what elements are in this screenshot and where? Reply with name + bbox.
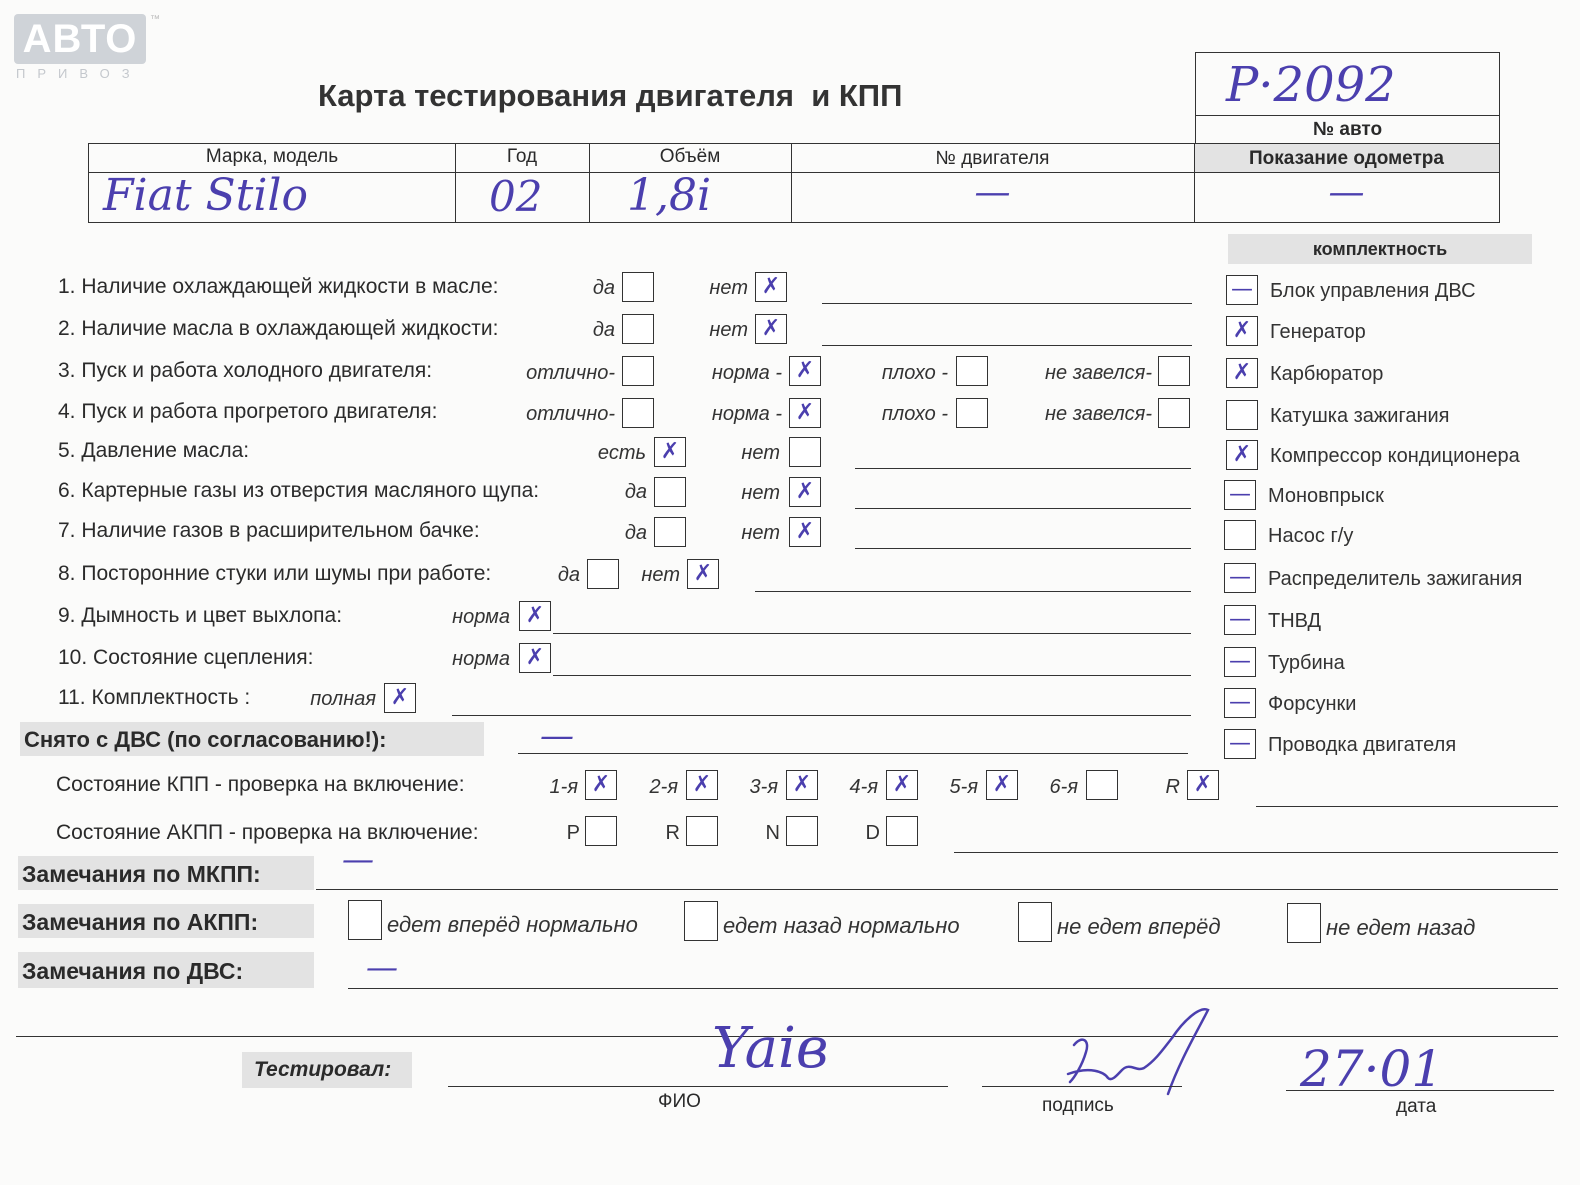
logo bbox=[14, 14, 160, 84]
completeness-label-engine-wiring: Проводка двигателя bbox=[1268, 734, 1457, 756]
kpp-gear-1-label: 1-я bbox=[549, 776, 578, 798]
completeness-checkbox-ac-compressor[interactable] bbox=[1226, 440, 1258, 470]
q2-da-label: да bbox=[592, 319, 615, 341]
kpp-gear-1-checkbox[interactable] bbox=[585, 770, 617, 800]
page-title: Карта тестирования двигателя и КПП bbox=[318, 78, 903, 113]
kpp-gear-4-checkbox[interactable] bbox=[886, 770, 918, 800]
kpp-gear-2-label: 2-я bbox=[649, 776, 678, 798]
akpp-mode-d-label: D bbox=[865, 822, 880, 844]
akpp-no-forward-checkbox[interactable] bbox=[1018, 902, 1052, 942]
question-10: 10. Состояние сцепления: bbox=[58, 646, 314, 669]
akpp-mode-p-checkbox[interactable] bbox=[585, 816, 617, 846]
kpp-gear-r-label: R bbox=[1165, 776, 1180, 798]
q4-norma-checkbox[interactable] bbox=[789, 398, 821, 428]
check-mark: ✗ bbox=[795, 400, 815, 425]
question-9: 9. Дымность и цвет выхлопа: bbox=[58, 604, 343, 627]
col-volume-label: Объём bbox=[659, 146, 721, 167]
question-7: 7. Наличие газов в расширительном бачке: bbox=[58, 519, 480, 542]
signature-caption: подпись bbox=[1042, 1095, 1114, 1116]
completeness-label-carburetor: Карбюратор bbox=[1270, 363, 1384, 385]
completeness-label-distributor: Распределитель зажигания bbox=[1268, 568, 1523, 590]
question-8: 8. Посторонние стуки или шумы при работе: bbox=[58, 562, 492, 585]
q5-est-checkbox[interactable] bbox=[654, 437, 686, 467]
kpp-label: Состояние КПП - проверка на включение: bbox=[56, 773, 465, 796]
removed-label: Снято с ДВС (по согласованию!): bbox=[24, 727, 387, 752]
remarks-akpp-label: Замечания по АКПП: bbox=[22, 909, 259, 935]
check-mark: ✗ bbox=[792, 772, 812, 797]
kpp-gear-2-checkbox[interactable] bbox=[686, 770, 718, 800]
q4-ne-zavelsya-checkbox[interactable] bbox=[1158, 398, 1190, 428]
completeness-checkbox-engine-wiring[interactable] bbox=[1224, 729, 1256, 759]
date-caption: дата bbox=[1396, 1096, 1437, 1117]
remarks-mkpp-label: Замечания по МКПП: bbox=[22, 861, 261, 887]
check-mark: ✗ bbox=[992, 772, 1012, 797]
q4-ne-zavelsya-label: не завелся- bbox=[1045, 403, 1152, 425]
signature-drawing bbox=[1060, 1000, 1210, 1100]
odometer-value: — bbox=[1328, 172, 1365, 213]
completeness-label-injectors: Форсунки bbox=[1268, 693, 1357, 715]
check-mark: — bbox=[1229, 731, 1251, 756]
completeness-label-turbine: Турбина bbox=[1268, 652, 1345, 674]
model-value: Fiat Stilo bbox=[103, 170, 308, 221]
check-mark: ✗ bbox=[795, 358, 815, 383]
logo-tm: ™ bbox=[150, 14, 160, 25]
car-number-value: Р·2092 bbox=[1226, 57, 1396, 113]
q7-net-checkbox[interactable] bbox=[789, 517, 821, 547]
check-mark: ✗ bbox=[795, 519, 815, 544]
col-year-label: Год bbox=[506, 146, 538, 167]
completeness-title: комплектность bbox=[1312, 239, 1448, 259]
completeness-label-injection-pump: ТНВД bbox=[1268, 610, 1322, 632]
q9-norma-label: норма bbox=[452, 606, 510, 628]
check-mark: ✗ bbox=[1232, 360, 1252, 385]
completeness-label-ecu: Блок управления ДВС bbox=[1270, 280, 1476, 302]
q11-polnaya-label: полная bbox=[310, 688, 376, 710]
name-caption: ФИО bbox=[658, 1091, 701, 1112]
q5-net-checkbox[interactable] bbox=[789, 437, 821, 467]
check-mark bbox=[1087, 771, 1117, 799]
q6-da-checkbox[interactable] bbox=[654, 477, 686, 507]
check-mark: ✗ bbox=[761, 316, 781, 341]
akpp-no-backward-checkbox[interactable] bbox=[1287, 903, 1321, 943]
q3-otlichno-checkbox[interactable] bbox=[622, 356, 654, 386]
check-mark: — bbox=[1229, 482, 1251, 507]
check-mark: ✗ bbox=[660, 439, 680, 464]
completeness-checkbox-injectors[interactable] bbox=[1224, 688, 1256, 718]
akpp-mode-d-checkbox[interactable] bbox=[886, 816, 918, 846]
vehicle-header-table bbox=[88, 143, 1500, 223]
q3-ne-zavelsya-checkbox[interactable] bbox=[1158, 356, 1190, 386]
date-value: 27·01 bbox=[1300, 1040, 1444, 1098]
volume-value: 1,8i bbox=[627, 170, 712, 221]
akpp-label: Состояние АКПП - проверка на включение: bbox=[56, 821, 479, 844]
kpp-gear-6-checkbox[interactable] bbox=[1086, 770, 1118, 800]
q8-net-label: нет bbox=[641, 564, 680, 586]
car-number-label: № авто bbox=[1312, 119, 1383, 140]
q4-norma-label: норма - bbox=[711, 403, 782, 425]
completeness-checkbox-ignition-coil[interactable] bbox=[1226, 400, 1258, 430]
completeness-checkbox-carburetor[interactable] bbox=[1226, 358, 1258, 388]
completeness-checkbox-ecu[interactable] bbox=[1226, 275, 1258, 305]
q3-ne-zavelsya-label: не завелся- bbox=[1045, 362, 1152, 384]
q3-otlichno-label: отлично- bbox=[526, 362, 615, 384]
q2-net-checkbox[interactable] bbox=[755, 314, 787, 344]
check-mark bbox=[1227, 401, 1257, 429]
akpp-mode-r-checkbox[interactable] bbox=[686, 816, 718, 846]
q5-est-label: есть bbox=[597, 442, 646, 464]
q11-polnaya-checkbox[interactable] bbox=[384, 683, 416, 713]
kpp-gear-6-label: 6-я bbox=[1049, 776, 1078, 798]
check-mark bbox=[1225, 521, 1255, 549]
question-5: 5. Давление масла: bbox=[58, 439, 250, 462]
akpp-forward-ok-checkbox[interactable] bbox=[348, 900, 382, 940]
q7-da-checkbox[interactable] bbox=[654, 517, 686, 547]
question-1: 1. Наличие охлаждающей жидкости в масле: bbox=[58, 275, 499, 298]
q5-net-label: нет bbox=[741, 442, 780, 464]
q1-net-label: нет bbox=[709, 277, 748, 299]
q7-da-label: да bbox=[624, 522, 647, 544]
remarks-dvs-label: Замечания по ДВС: bbox=[22, 958, 244, 984]
check-mark: — bbox=[1231, 277, 1253, 302]
check-mark: ✗ bbox=[591, 772, 611, 797]
check-mark: ✗ bbox=[795, 479, 815, 504]
tested-by-label: Тестировал: bbox=[254, 1058, 392, 1081]
q6-net-checkbox[interactable] bbox=[789, 477, 821, 507]
remarks-mkpp-value: — bbox=[342, 840, 374, 878]
q4-otlichno-label: отлично- bbox=[526, 403, 615, 425]
q3-ploho-checkbox[interactable] bbox=[956, 356, 988, 386]
q3-norma-checkbox[interactable] bbox=[789, 356, 821, 386]
kpp-gear-3-checkbox[interactable] bbox=[786, 770, 818, 800]
q8-da-checkbox[interactable] bbox=[587, 559, 619, 589]
logo-main: АВТО bbox=[14, 14, 146, 64]
kpp-gear-5-checkbox[interactable] bbox=[986, 770, 1018, 800]
completeness-label-ignition-coil: Катушка зажигания bbox=[1270, 405, 1450, 427]
removed-value: — bbox=[540, 716, 574, 756]
check-mark: ✗ bbox=[892, 772, 912, 797]
completeness-checkbox-distributor[interactable] bbox=[1224, 563, 1256, 593]
completeness-checkbox-generator[interactable] bbox=[1226, 316, 1258, 346]
check-mark: ✗ bbox=[693, 561, 713, 586]
question-3: 3. Пуск и работа холодного двигателя: bbox=[58, 359, 433, 382]
check-mark: — bbox=[1229, 649, 1251, 674]
check-mark: ✗ bbox=[390, 685, 410, 710]
q6-net-label: нет bbox=[741, 482, 780, 504]
q2-da-checkbox[interactable] bbox=[622, 314, 654, 344]
check-mark: ✗ bbox=[1193, 772, 1213, 797]
col-model-label: Марка, модель bbox=[205, 146, 339, 167]
kpp-gear-3-label: 3-я bbox=[749, 776, 778, 798]
question-11: 11. Комплектность : bbox=[58, 686, 251, 709]
q7-net-label: нет bbox=[741, 522, 780, 544]
q2-net-label: нет bbox=[709, 319, 748, 341]
q4-ploho-label: плохо - bbox=[881, 403, 948, 425]
check-mark: ✗ bbox=[1232, 442, 1252, 467]
tester-name-value: Yaiв bbox=[712, 1016, 829, 1081]
akpp-no-backward-label: не едет назад bbox=[1326, 915, 1476, 940]
col-odometer-label: Показание одометра bbox=[1249, 148, 1444, 169]
kpp-gear-r-checkbox[interactable] bbox=[1187, 770, 1219, 800]
akpp-mode-n-label: N bbox=[765, 822, 780, 844]
check-mark: ✗ bbox=[692, 772, 712, 797]
q1-da-label: да bbox=[592, 277, 615, 299]
question-6: 6. Картерные газы из отверстия масляного щупа: bbox=[58, 479, 540, 502]
q4-ploho-checkbox[interactable] bbox=[956, 398, 988, 428]
engine-no-value: — bbox=[974, 172, 1011, 213]
completeness-checkbox-turbine[interactable] bbox=[1224, 647, 1256, 677]
completeness-label-power-steering-pump: Насос г/у bbox=[1268, 525, 1354, 547]
akpp-mode-r-label: R bbox=[665, 822, 680, 844]
check-mark: — bbox=[1229, 607, 1251, 632]
q1-net-checkbox[interactable] bbox=[755, 272, 787, 302]
q8-net-checkbox[interactable] bbox=[687, 559, 719, 589]
completeness-checkbox-injection-pump[interactable] bbox=[1224, 605, 1256, 635]
q3-norma-label: норма - bbox=[711, 362, 782, 384]
akpp-no-forward-label: не едет вперёд bbox=[1057, 914, 1221, 939]
kpp-gear-4-label: 4-я bbox=[849, 776, 878, 798]
q9-norma-checkbox[interactable] bbox=[519, 601, 551, 631]
q1-da-checkbox[interactable] bbox=[622, 272, 654, 302]
q10-norma-label: норма bbox=[452, 648, 510, 670]
akpp-backward-ok-checkbox[interactable] bbox=[684, 901, 718, 941]
akpp-mode-p-label: P bbox=[566, 822, 580, 844]
check-mark: ✗ bbox=[1232, 318, 1252, 343]
q6-da-label: да bbox=[624, 481, 647, 503]
completeness-label-monoinjection: Моновпрыск bbox=[1268, 485, 1384, 507]
remarks-dvs-value: — bbox=[366, 948, 398, 986]
check-mark: — bbox=[1229, 565, 1251, 590]
akpp-forward-ok-label: едет вперёд нормально bbox=[387, 912, 638, 937]
q8-da-label: да bbox=[557, 564, 580, 586]
signature bbox=[1060, 1000, 1210, 1100]
question-2: 2. Наличие масла в охлаждающей жидкости: bbox=[58, 317, 499, 340]
akpp-mode-n-checkbox[interactable] bbox=[786, 816, 818, 846]
q10-norma-checkbox[interactable] bbox=[519, 643, 551, 673]
completeness-checkbox-power-steering-pump[interactable] bbox=[1224, 520, 1256, 550]
kpp-gear-5-label: 5-я bbox=[949, 776, 978, 798]
q4-otlichno-checkbox[interactable] bbox=[622, 398, 654, 428]
q3-ploho-label: плохо - bbox=[881, 362, 948, 384]
completeness-label-generator: Генератор bbox=[1270, 321, 1366, 343]
check-mark: ✗ bbox=[761, 274, 781, 299]
question-4: 4. Пуск и работа прогретого двигателя: bbox=[58, 400, 438, 423]
akpp-backward-ok-label: едет назад нормально bbox=[723, 913, 960, 938]
completeness-label-ac-compressor: Компрессор кондиционера bbox=[1270, 445, 1520, 467]
logo-sub: ПРИВОЗ bbox=[16, 66, 142, 81]
year-value: 02 bbox=[489, 172, 543, 221]
check-mark: — bbox=[1229, 690, 1251, 715]
check-mark: ✗ bbox=[525, 603, 545, 628]
check-mark: ✗ bbox=[525, 645, 545, 670]
completeness-checkbox-monoinjection[interactable] bbox=[1224, 480, 1256, 510]
col-engine-no-label: № двигателя bbox=[935, 148, 1050, 169]
